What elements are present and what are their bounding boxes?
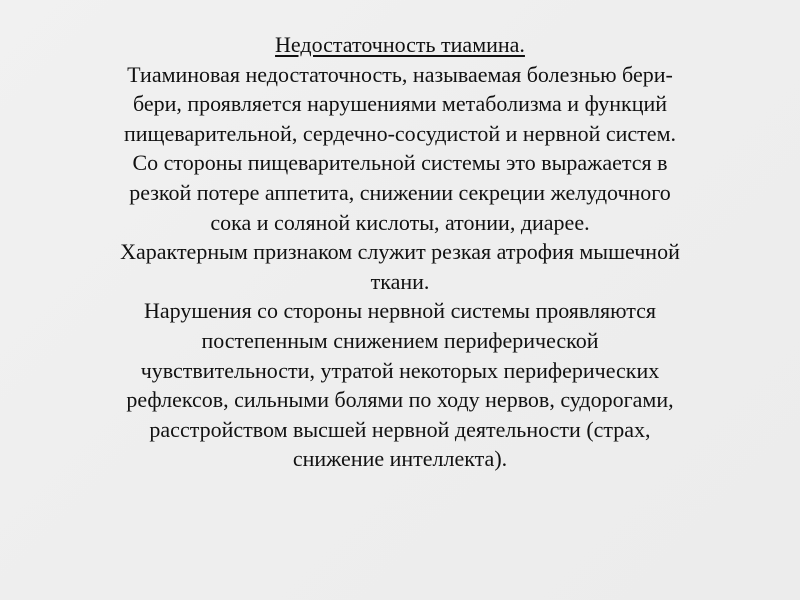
text-line: Тиаминовая недостаточность, называемая болезнью бери-	[127, 61, 673, 87]
slide-text-block	[30, 30, 770, 474]
text-line: расстройством высшей нервной деятельности (страх,	[149, 416, 651, 442]
text-line: ткани.	[370, 268, 430, 294]
text-line: Нарушения со стороны нервной системы проявляются	[143, 298, 657, 324]
text-line: Со стороны пищеварительной системы это выражается в	[132, 150, 668, 176]
slide-title: Недостаточность тиамина.	[275, 32, 525, 57]
text-line: бери, проявляется нарушениями метаболизма и функций	[132, 91, 668, 117]
text-line: снижение интеллекта).	[292, 446, 508, 472]
text-line: резкой потере аппетита, снижении секреции желудочного	[129, 179, 671, 205]
text-line: постепенным снижением периферической	[201, 327, 599, 353]
text-line: пищеварительной, сердечно-сосудистой и нервной систем.	[124, 120, 676, 146]
text-line: Характерным признаком служит резкая атрофия мышечной	[120, 239, 680, 265]
text-line: рефлексов, сильными болями по ходу нервов, судорогами,	[126, 387, 674, 413]
text-line: чувствительности, утратой некоторых периферических	[140, 357, 660, 383]
text-line: сока и соляной кислоты, атонии, диарее.	[210, 209, 590, 235]
